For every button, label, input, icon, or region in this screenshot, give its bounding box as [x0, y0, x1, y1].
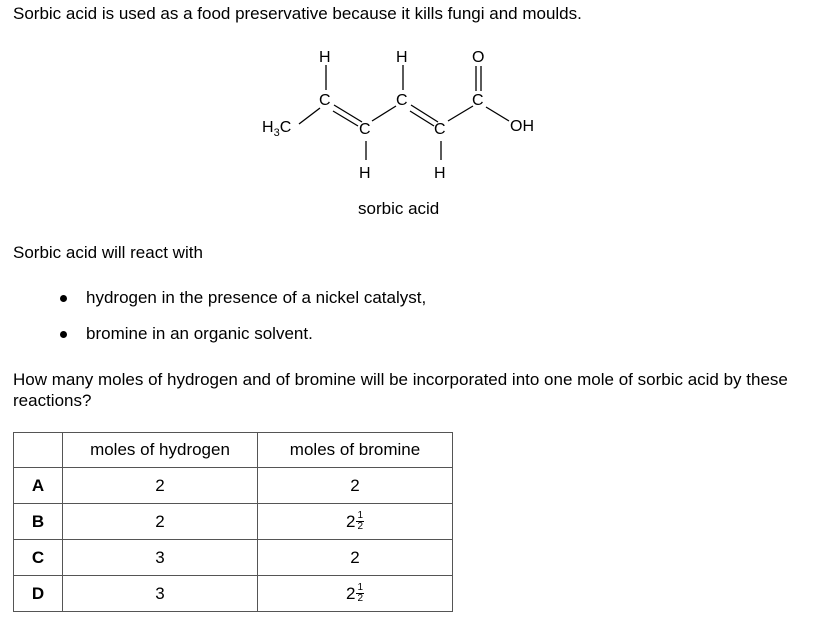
h-atom: H — [434, 165, 446, 182]
bromine-whole: 2 — [350, 475, 360, 495]
hydrogen-value: 2 — [63, 468, 258, 504]
bromine-value — [258, 576, 453, 612]
fraction-denominator: 2 — [357, 593, 364, 604]
fraction-numerator: 1 — [357, 582, 364, 593]
table-row — [14, 576, 453, 612]
react-intro-text: Sorbic acid will react with — [13, 243, 203, 262]
h-atom: H — [359, 165, 371, 182]
fraction-denominator: 2 — [357, 521, 364, 532]
header-key — [14, 433, 63, 468]
mixed-fraction — [346, 583, 364, 604]
bromine-value — [258, 468, 453, 504]
c-atom: C — [396, 92, 408, 109]
hydrogen-value: 3 — [63, 576, 258, 612]
bullet-text: bromine in an organic solvent. — [86, 324, 313, 343]
table-row — [14, 504, 453, 540]
subscript-3: 3 — [273, 127, 280, 139]
mixed-fraction — [346, 511, 364, 532]
c-atom: C — [472, 92, 484, 109]
answer-table — [13, 432, 453, 612]
fraction-numerator: 1 — [357, 510, 364, 521]
header-hydrogen: moles of hydrogen — [63, 433, 258, 468]
h-atom: H — [396, 49, 408, 66]
header-bromine: moles of bromine — [258, 433, 453, 468]
bromine-whole: 2 — [350, 547, 360, 567]
hydrogen-value: 3 — [63, 540, 258, 576]
sorbic-acid-structure — [0, 0, 823, 230]
bullet-text: hydrogen in the presence of a nickel catalyst, — [86, 288, 427, 307]
c-atom: C — [319, 92, 331, 109]
bromine-whole: 2 — [345, 583, 356, 603]
table-row — [14, 468, 453, 504]
bromine-value — [258, 504, 453, 540]
o-atom: O — [472, 49, 485, 66]
fraction-part — [356, 583, 364, 604]
option-key: A — [14, 468, 63, 504]
fraction-part — [356, 511, 364, 532]
bromine-whole: 2 — [345, 511, 356, 531]
option-key: D — [14, 576, 63, 612]
table-header-row — [14, 433, 453, 468]
c-atom: C — [434, 121, 446, 138]
option-key: C — [14, 540, 63, 576]
hydroxyl-group: OH — [510, 118, 534, 135]
bullet-icon — [60, 295, 67, 302]
bullet-icon — [60, 331, 67, 338]
methyl-group: $H_3C$ — [262, 119, 292, 139]
hydrogen-value: 2 — [63, 504, 258, 540]
structure-caption: sorbic acid — [358, 199, 440, 218]
question-text: How many moles of hydrogen and of bromine will be incorporated into one mole of sorbic acid by these reactions? — [13, 370, 788, 410]
bromine-value — [258, 540, 453, 576]
c-atom: C — [359, 121, 371, 138]
option-key: B — [14, 504, 63, 540]
h-atom: H — [319, 49, 331, 66]
intro-text: Sorbic acid is used as a food preservative because it kills fungi and moulds. — [13, 4, 582, 23]
table-row — [14, 540, 453, 576]
